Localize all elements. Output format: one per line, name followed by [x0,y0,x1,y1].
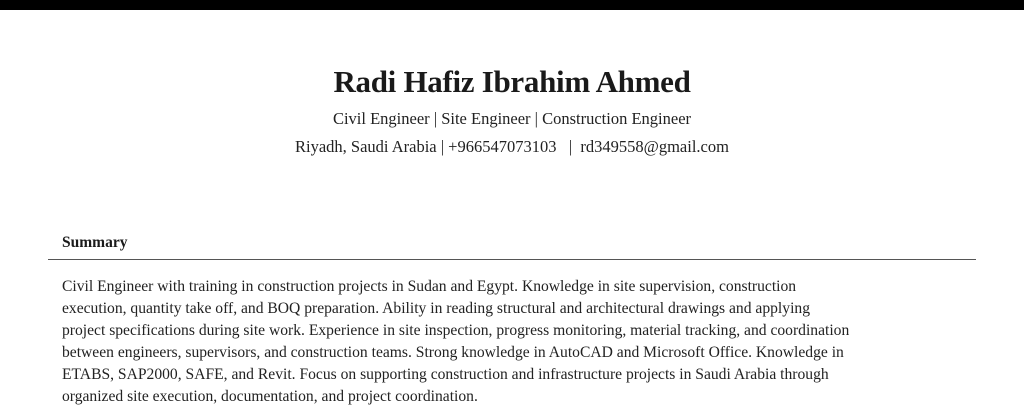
summary-line: Civil Engineer with training in construction projects in Sudan and Egypt. Knowledge in site supervision, construction [62,278,797,295]
summary-text [62,276,982,408]
section-divider [48,259,976,260]
contact-info: Riyadh, Saudi Arabia | +966547073103 | rd349558@gmail.com [295,137,729,156]
summary-line: project specifications during site work. Experience in site inspection, progress monitoring, material tracking, and coordination [62,322,850,339]
summary-line: between engineers, supervisors, and construction teams. Strong knowledge in AutoCAD and Microsoft Office. Knowledge in [62,344,844,361]
summary-line: execution, quantity take off, and BOQ preparation. Ability in reading structural and architectural drawings and applying [62,300,810,317]
job-titles: Civil Engineer | Site Engineer | Construction Engineer [332,109,692,128]
summary-line: ETABS, SAP2000, SAFE, and Revit. Focus on supporting construction and infrastructure projects in Saudi Arabia through [62,366,829,383]
summary-line: organized site execution, documentation, and project coordination. [62,388,478,405]
top-bar [0,0,1024,10]
summary-heading: Summary [62,234,128,251]
candidate-name: Radi Hafiz Ibrahim Ahmed [333,64,691,99]
